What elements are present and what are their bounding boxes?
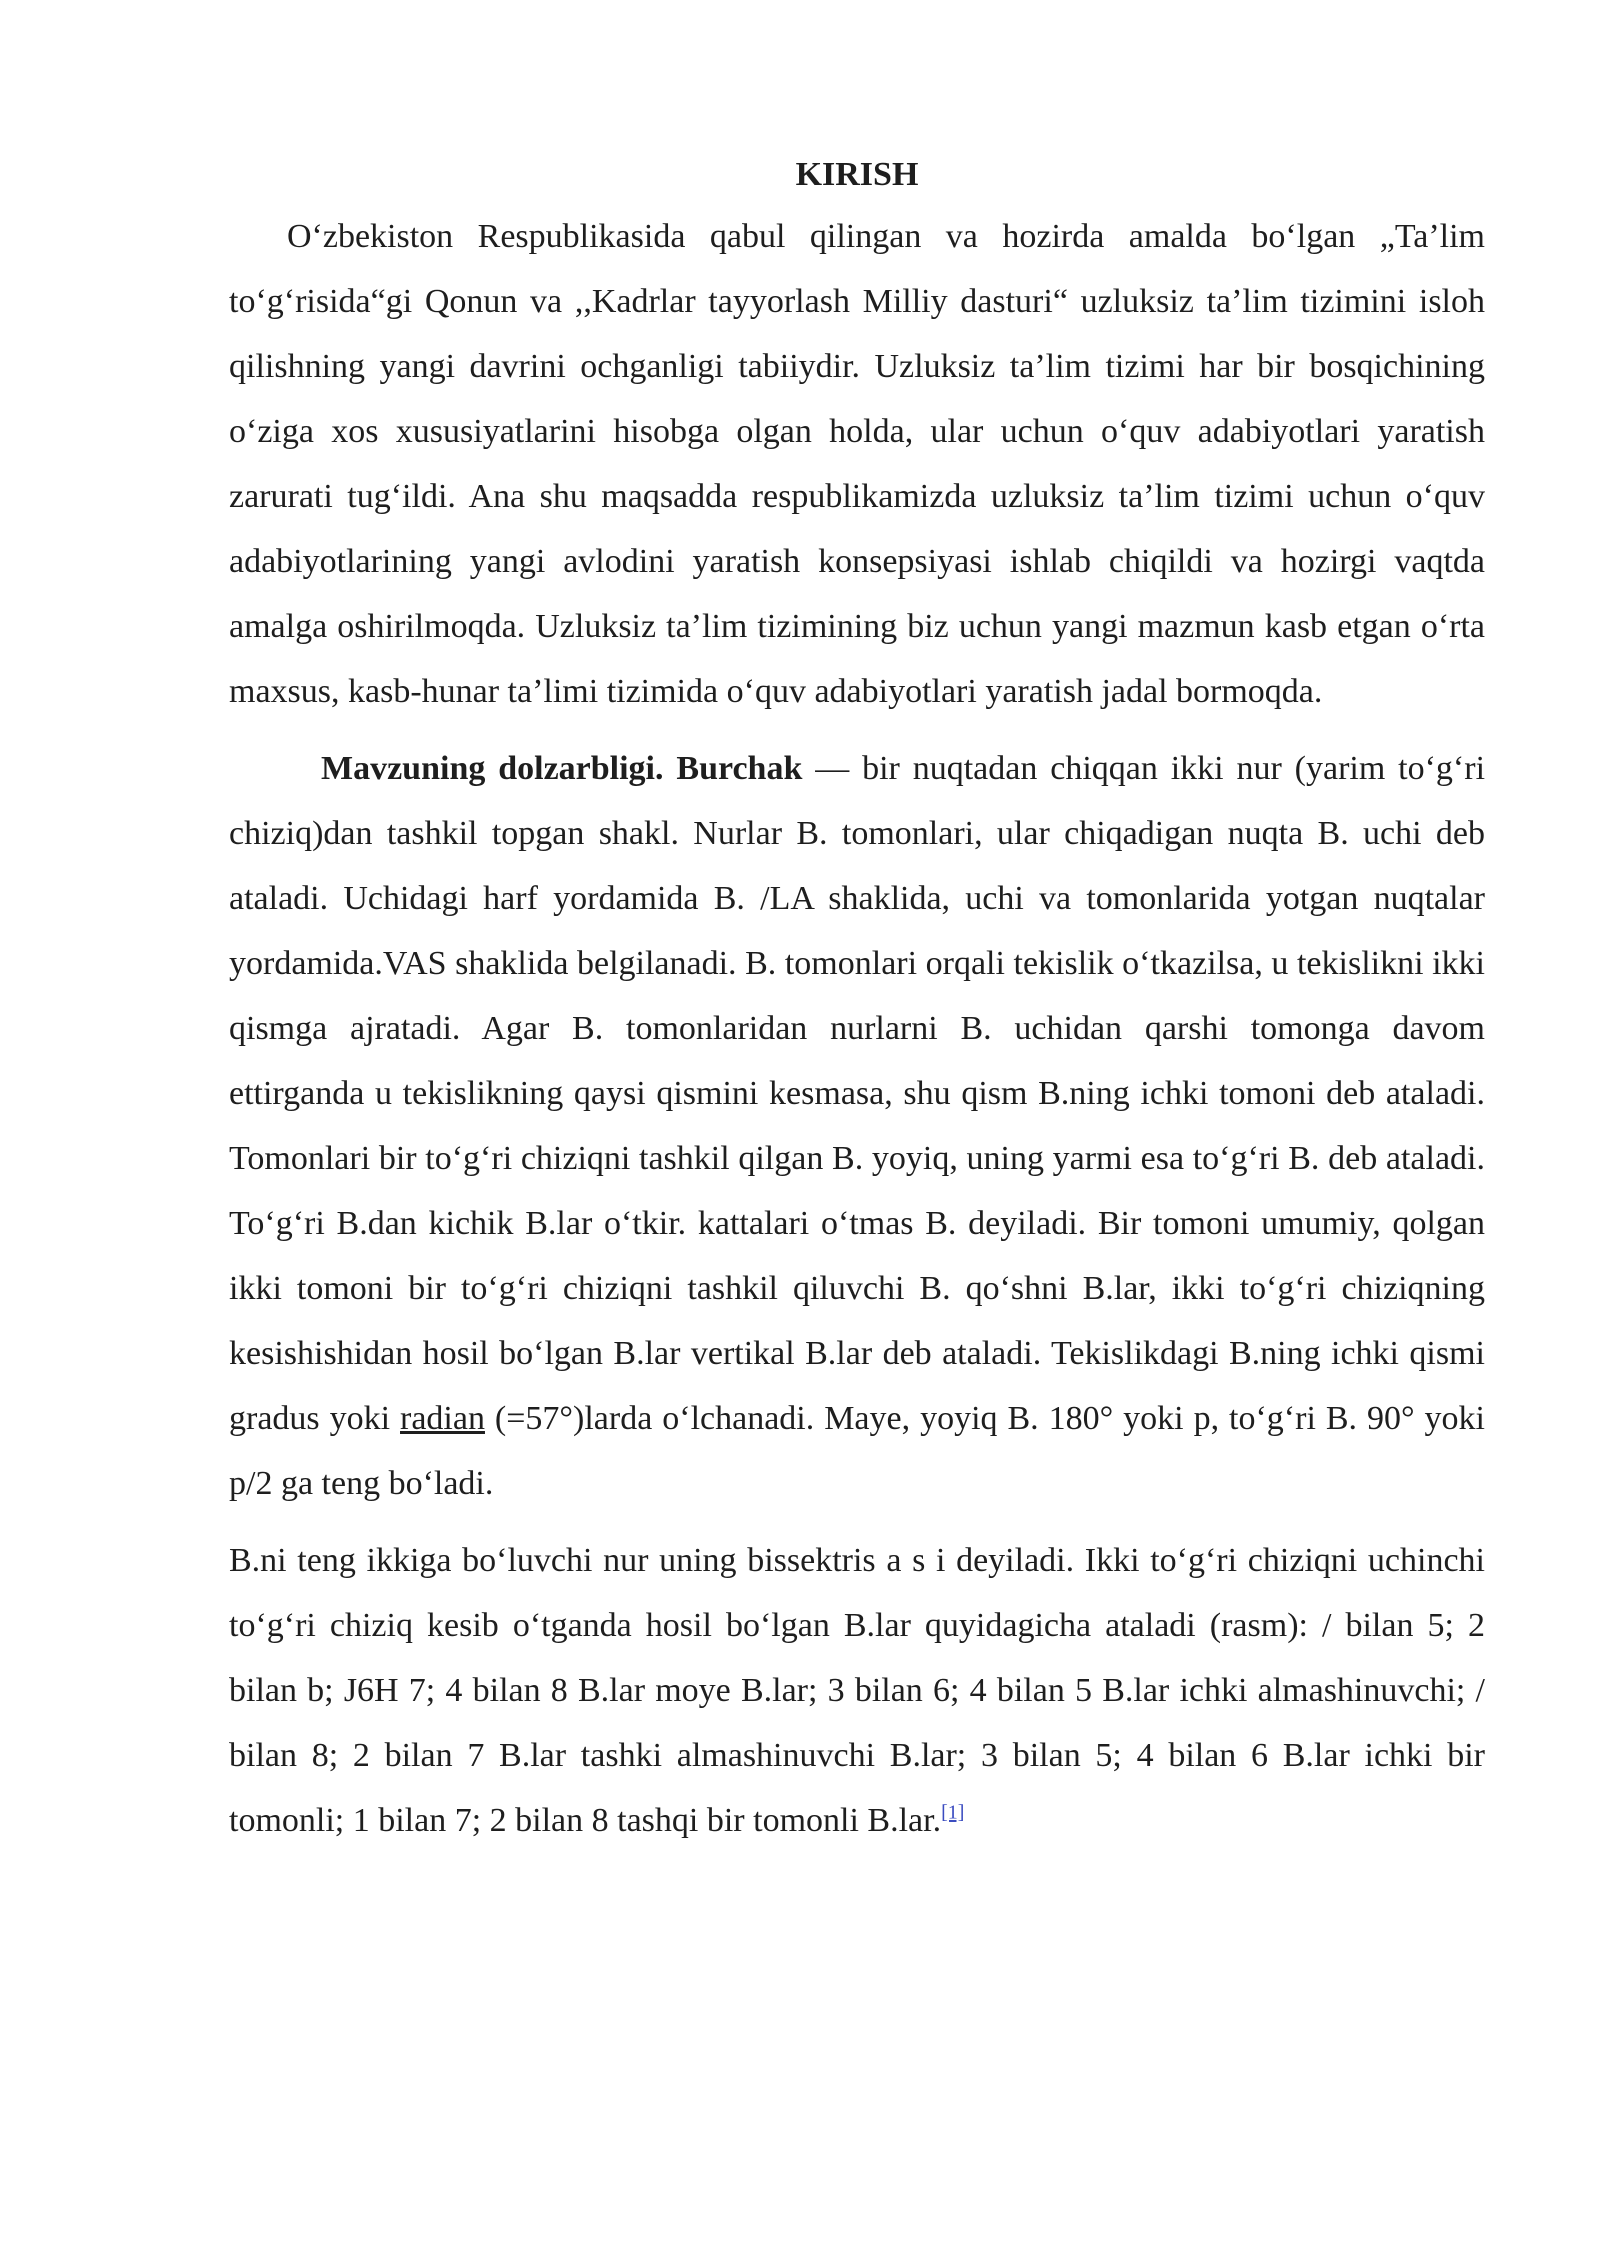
relevance-text: — bir nuqtadan chiqqan ikki nur (yarim to‘g‘ri chiziq)dan tashkil topgan shakl. Nurlar B. tomonlari, ular chiqadigan nuqta B. uchi deb ataladi. Uchidagi harf yordamida B. /LA shaklida, uchi va tomonlarida yotgan nuqtalar yordamida.VAS shaklida belgilanadi. B. tomonlari orqali tekislik o‘tkazilsa, u tekislikni ikki qismga ajratadi. Agar B. tomonlaridan nurlarni B. uchidan qarshi tomonga davom ettirganda u tekislikning qaysi qismini kesmasa, shu qism B.ning ichki tomoni deb ataladi. Tomonlari bir to‘g‘ri chiziqni tashkil qilgan B. yoyiq, uning yarmi esa to‘g‘ri B. deb ataladi. To‘g‘ri B.dan kichik B.lar o‘tkir. kattalari o‘tmas B. deyiladi. Bir tomoni umumiy, qolgan ikki tomoni bir to‘g‘ri chiziqni tashkil qiluvchi B. qo‘shni B.lar, ikki to‘g‘ri chiziqning kesishishidan hosil bo‘lgan B.lar vertikal B.lar deb ataladi. Tekislikdagi B.ning ichki qismi gradus yoki	[229, 750, 1486, 1437]
page-title: KIRISH	[795, 156, 919, 193]
footnote-link[interactable]: [1]	[941, 1801, 965, 1824]
relevance-text-end: (=57°)larda o‘lchanadi. Maye, yoyiq B. 180° yoki p, to‘g‘ri B. 90° yoki p/2 ga teng bo‘ladi.	[229, 1400, 1486, 1502]
intro-paragraph: O‘zbekiston Respublikasida qabul qilingan va hozirda amalda bo‘lgan „Ta’lim to‘g‘risida“gi Qonun va ,,Kadrlar tayyorlash Milliy dasturi“ uzluksiz ta’lim tizimini isloh qilishning yangi davrini ochganligi tabiiydir. Uzluksiz ta’lim tizimi har bir bosqichining o‘ziga xos xususiyatlarini hisobga olgan holda, ular uchun o‘quv adabiyotlari yaratish zarurati tug‘ildi. Ana shu maqsadda respublikamizda uzluksiz ta’lim tizimi uchun o‘quv adabiyotlarining yangi avlodini yaratish konsepsiyasi ishlab chiqildi va hozirgi vaqtda amalga oshirilmoqda. Uzluksiz ta’lim tizimining biz uchun yangi mazmun kasb etgan o‘rta maxsus, kasb-hunar ta’limi tizimida o‘quv adabiyotlari yaratish jadal bormoqda.	[229, 218, 1485, 710]
radian-link[interactable]: radian	[400, 1400, 485, 1437]
relevance-paragraph	[229, 736, 1485, 1516]
document-body	[229, 150, 1485, 1853]
bisector-paragraph	[229, 1528, 1485, 1853]
term-burchak: Burchak	[676, 750, 803, 787]
bisector-text: B.ni teng ikkiga bo‘luvchi nur uning bissektris a s i deyiladi. Ikki to‘g‘ri chiziqni uchinchi to‘g‘ri chiziq kesib o‘tganda hosil bo‘lgan B.lar quyidagicha ataladi (rasm): / bilan 5; 2 bilan b; J6H 7; 4 bilan 8 B.lar moye B.lar; 3 bilan 6; 4 bilan 5 B.lar ichki almashinuvchi; / bilan 8; 2 bilan 7 B.lar tashki almashinuvchi B.lar; 3 bilan 5; 4 bilan 6 B.lar ichki bir tomonli; 1 bilan 7; 2 bilan 8 tashqi bir tomonli B.lar.	[229, 1542, 1485, 1839]
relevance-heading: Mavzuning dolzarbligi.	[321, 750, 664, 787]
